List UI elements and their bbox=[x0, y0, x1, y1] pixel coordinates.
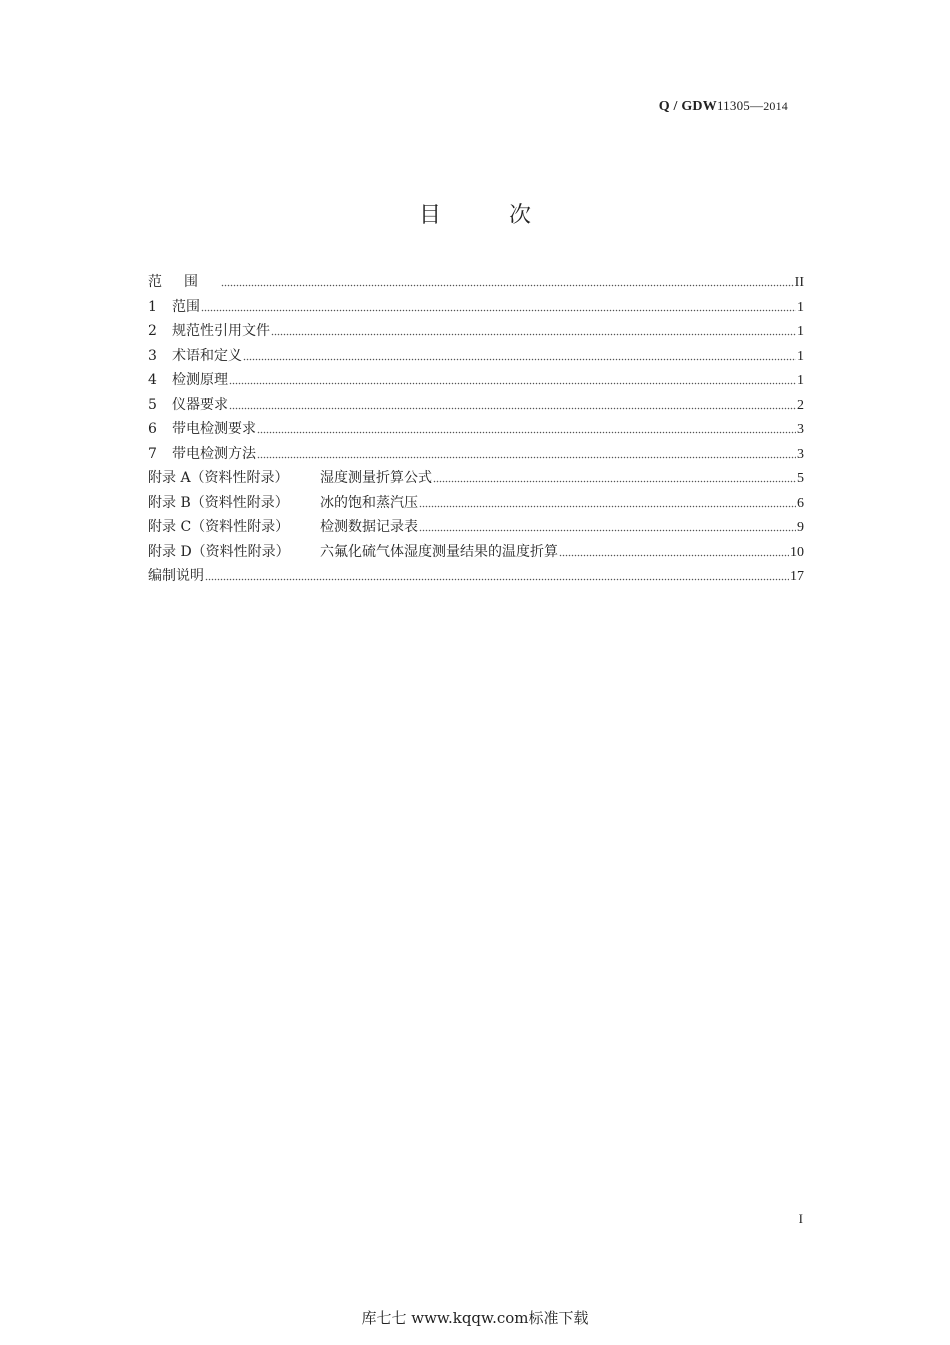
toc-entry-compilation-notes[interactable] bbox=[148, 564, 804, 589]
toc-leader-dots bbox=[257, 420, 796, 434]
toc-entry-page: 6 bbox=[797, 495, 804, 511]
page-title: 目次 bbox=[418, 203, 599, 228]
toc-leader-dots bbox=[559, 543, 789, 557]
toc-entry-page: 9 bbox=[797, 520, 804, 535]
toc-leader-dots bbox=[229, 371, 796, 385]
toc-entry-page: 1 bbox=[797, 324, 804, 339]
document-code bbox=[659, 98, 788, 115]
toc-entry-number: 5 bbox=[148, 396, 157, 413]
toc-entry-page: 3 bbox=[797, 422, 804, 437]
toc-entry-label: 范围 bbox=[172, 298, 200, 315]
toc-entry-page: II bbox=[794, 275, 804, 290]
toc-appendix-prefix: 附录 C（资料性附录） bbox=[148, 519, 290, 535]
toc-entry-label: 范围 bbox=[148, 274, 220, 290]
toc-entry-label: 规范性引用文件 bbox=[172, 323, 270, 339]
toc-entry-page: 1 bbox=[797, 348, 804, 364]
toc-entry-page: 10 bbox=[790, 544, 804, 560]
toc-entry-6[interactable] bbox=[148, 417, 804, 442]
toc-entry-page: 17 bbox=[790, 569, 804, 584]
toc-leader-dots bbox=[205, 567, 789, 581]
toc-entry-4[interactable] bbox=[148, 368, 804, 393]
toc-entry-number: 4 bbox=[148, 372, 157, 388]
page-number: I bbox=[798, 1211, 803, 1226]
toc-entry-number: 7 bbox=[148, 445, 157, 462]
toc-entry-label: 术语和定义 bbox=[172, 347, 242, 364]
toc-entry-appendix-c[interactable] bbox=[148, 515, 804, 540]
toc-entry-label: 湿度测量折算公式 bbox=[320, 470, 432, 486]
toc-entry-number: 6 bbox=[148, 421, 157, 437]
toc-entry-page: 1 bbox=[797, 373, 804, 388]
toc-leader-dots bbox=[221, 273, 794, 287]
toc-entry-label: 带电检测要求 bbox=[172, 421, 256, 437]
toc-leader-dots bbox=[271, 322, 796, 336]
toc-appendix-prefix: 附录 A（资料性附录） bbox=[148, 470, 289, 486]
toc-leader-dots bbox=[243, 347, 796, 361]
toc-entry-label: 仪器要求 bbox=[172, 396, 228, 413]
toc-leader-dots bbox=[229, 396, 796, 410]
toc-leader-dots bbox=[419, 494, 796, 508]
doc-code-number: 11305 bbox=[716, 98, 750, 113]
toc-entry-3[interactable] bbox=[148, 344, 804, 369]
table-of-contents bbox=[148, 270, 804, 589]
toc-leader-dots bbox=[201, 298, 796, 312]
toc-entry-7[interactable] bbox=[148, 442, 804, 467]
toc-entry-page: 2 bbox=[797, 397, 804, 413]
toc-appendix-prefix: 附录 B（资料性附录） bbox=[148, 494, 289, 511]
toc-entry-label: 编制说明 bbox=[148, 568, 204, 584]
toc-entry-label: 带电检测方法 bbox=[172, 445, 256, 462]
toc-entry-appendix-b[interactable] bbox=[148, 491, 804, 516]
toc-entry-appendix-d[interactable] bbox=[148, 540, 804, 565]
toc-entry-2[interactable] bbox=[148, 319, 804, 344]
toc-entry-number: 1 bbox=[148, 298, 157, 315]
toc-entry-appendix-a[interactable] bbox=[148, 466, 804, 491]
toc-entry-label: 六氟化硫气体湿度测量结果的温度折算 bbox=[320, 543, 558, 560]
toc-entry-page: 5 bbox=[797, 471, 804, 486]
toc-leader-dots bbox=[257, 445, 796, 459]
doc-code-year: 2014 bbox=[763, 99, 788, 113]
toc-leader-dots bbox=[419, 518, 796, 532]
footer-watermark: 库七七 www.kqqw.com标准下载 bbox=[361, 1309, 589, 1327]
toc-leader-dots bbox=[433, 469, 796, 483]
toc-entry-label: 冰的饱和蒸汽压 bbox=[320, 494, 418, 511]
toc-entry-1[interactable] bbox=[148, 295, 804, 320]
toc-entry-page: 1 bbox=[797, 299, 804, 315]
doc-code-main: Q / GDW bbox=[658, 99, 717, 114]
toc-entry-label: 检测原理 bbox=[172, 372, 228, 388]
toc-entry-5[interactable] bbox=[148, 393, 804, 418]
toc-entry-page: 3 bbox=[797, 446, 804, 462]
toc-appendix-prefix: 附录 D（资料性附录） bbox=[148, 543, 290, 560]
toc-entry-number: 2 bbox=[148, 323, 157, 339]
toc-entry-foreword[interactable] bbox=[148, 270, 804, 295]
toc-entry-number: 3 bbox=[148, 347, 157, 364]
toc-entry-label: 检测数据记录表 bbox=[320, 519, 418, 535]
doc-code-separator: — bbox=[749, 98, 764, 113]
